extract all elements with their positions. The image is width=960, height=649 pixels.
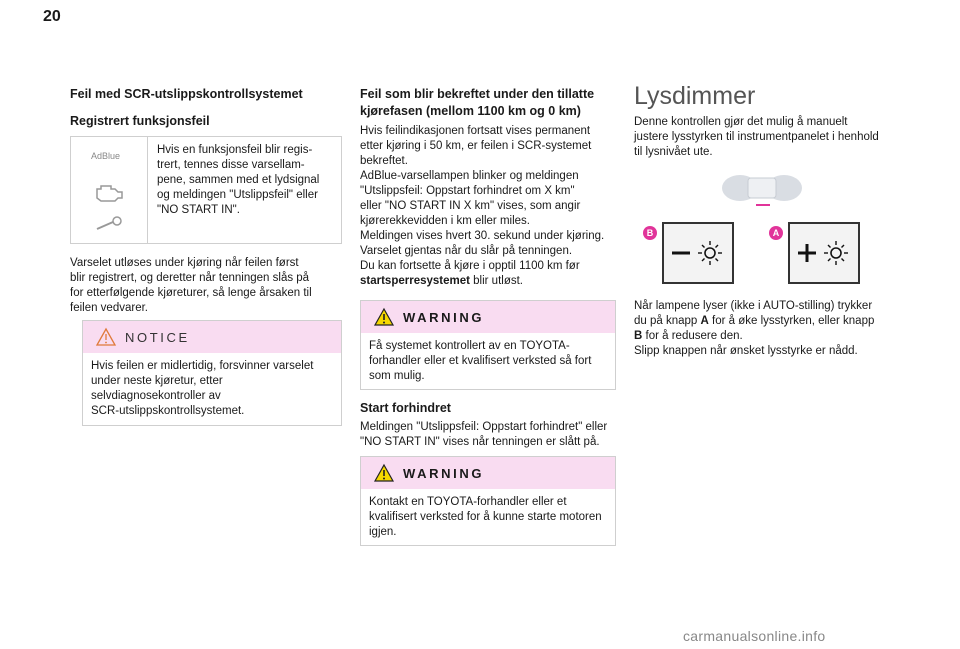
text-line: Varselet utløses under kjøring når feilen først	[70, 257, 299, 269]
text-line: trert, tennes disse varsellam-	[157, 159, 305, 171]
paragraph	[360, 420, 622, 450]
text-line: til lysnivået ute.	[634, 146, 713, 158]
text-line: SCR-utslippskontrollsystemet.	[91, 405, 245, 417]
paragraph	[634, 299, 904, 359]
warning-icon	[373, 463, 395, 483]
notice-header	[83, 321, 341, 353]
page-title: Lysdimmer	[634, 82, 756, 110]
text-line: etter kjøring i 50 km, er feilen i SCR-systemet	[360, 140, 592, 152]
text-line: som mulig.	[369, 370, 425, 382]
warning-icon	[373, 307, 395, 327]
dim-down-icon	[664, 224, 732, 282]
indicator-table	[70, 136, 342, 244]
text-line: Du kan fortsette å kjøre i opptil 1100 km før	[360, 260, 580, 272]
text-line: "NO START IN".	[157, 204, 240, 216]
text-line: kjørefasen (mellom 1100 km og 0 km)	[360, 104, 581, 118]
text-line: under neste kjøretur, etter	[91, 375, 223, 387]
text-line: for etterfølgende kjøreturer, så lenge årsaken til	[70, 287, 312, 299]
engine-icon	[93, 183, 125, 205]
indicator-description	[157, 143, 339, 218]
text-line: igjen.	[369, 526, 397, 538]
text-line: feilen vedvarer.	[70, 302, 148, 314]
paragraph	[360, 124, 622, 289]
warning-body	[361, 333, 615, 384]
text-line: Kontakt en TOYOTA-forhandler eller et	[369, 496, 567, 508]
text-line: Når lampene lyser (ikke i AUTO-stilling) trykker	[634, 300, 873, 312]
warning-header	[361, 301, 615, 333]
text-line: pene, sammen med et lydsignal	[157, 174, 320, 186]
section-heading	[360, 86, 620, 120]
section-heading: Feil med SCR-utslippskontrollsystemet	[70, 87, 303, 101]
text-fragment: for å øke lysstyrken, eller knapp	[708, 315, 875, 327]
text-line: eller "NO START IN X km" vises, som angir	[360, 200, 581, 212]
dim-up-button[interactable]	[788, 222, 860, 284]
text-fragment: for å redusere den.	[642, 330, 743, 342]
warning-header	[361, 457, 615, 489]
text-line: Få systemet kontrollert av en TOYOTA-	[369, 340, 570, 352]
bold-term: B	[634, 330, 643, 342]
text-line: bekreftet.	[360, 155, 408, 167]
subsection-heading: Registrert funksjonsfeil	[70, 114, 210, 128]
adblue-icon: AdBlue	[91, 151, 121, 161]
dim-down-button[interactable]	[662, 222, 734, 284]
notice-box	[82, 320, 342, 426]
text-line	[634, 314, 904, 329]
bold-term: A	[700, 315, 709, 327]
subsection-heading: Start forhindret	[360, 401, 451, 415]
button-b-marker: B	[643, 226, 657, 240]
indicator-icons-cell	[71, 137, 148, 243]
instrument-panel-illustration	[720, 172, 804, 210]
text-fragment: du på knapp	[634, 315, 701, 327]
text-line: Hvis feilindikasjonen fortsatt vises permanent	[360, 125, 591, 137]
text-line: forhandler eller et kvalifisert verksted så fort	[369, 355, 592, 367]
text-line: blir registrert, og deretter når tenningen slås på	[70, 272, 310, 284]
text-line: Slipp knappen når ønsket lysstyrke er nådd.	[634, 345, 858, 357]
text-fragment: blir utløst.	[469, 275, 523, 287]
paragraph	[70, 256, 342, 316]
text-line: Feil som blir bekreftet under den tillatte	[360, 87, 595, 101]
notice-body	[83, 353, 341, 419]
text-line: kvalifisert verksted for å kunne starte motoren	[369, 511, 602, 523]
page-number: 20	[43, 8, 61, 25]
warning-title: WARNING	[403, 465, 485, 481]
warning-box	[360, 300, 616, 390]
text-line: AdBlue-varsellampen blinker og meldingen	[360, 170, 579, 182]
warning-title: WARNING	[403, 309, 485, 325]
text-line: Meldingen "Utslippsfeil: Oppstart forhindret" eller	[360, 421, 608, 433]
text-line	[360, 274, 622, 289]
notice-title: NOTICE	[125, 329, 190, 345]
text-line: Denne kontrollen gjør det mulig å manuelt	[634, 116, 848, 128]
text-line: Varselet gjentas når du slår på tenningen.	[360, 245, 573, 257]
text-line: Meldingen vises hvert 30. sekund under kjøring.	[360, 230, 605, 242]
text-line: "Utslippsfeil: Oppstart forhindret om X km"	[360, 185, 575, 197]
dim-up-icon	[790, 224, 858, 282]
text-line: Hvis en funksjonsfeil blir regis-	[157, 144, 313, 156]
notice-icon	[95, 327, 117, 347]
text-line	[634, 329, 904, 344]
paragraph	[634, 115, 904, 160]
warning-body	[361, 489, 615, 540]
text-line: kjørerekkevidden i km eller miles.	[360, 215, 530, 227]
warning-box	[360, 456, 616, 546]
text-line: Hvis feilen er midlertidig, forsvinner varselet	[91, 360, 314, 372]
text-line: justere lysstyrken til instrumentpanelet i henhold	[634, 131, 879, 143]
wrench-icon	[93, 215, 125, 233]
button-a-marker: A	[769, 226, 783, 240]
text-line: "NO START IN" vises når tenningen er slått på.	[360, 436, 600, 448]
bold-term: startsperresystemet	[360, 275, 470, 287]
text-line: selvdiagnosekontroller av	[91, 390, 221, 402]
footer-watermark: carmanualsonline.info	[683, 628, 826, 644]
text-line: og meldingen "Utslippsfeil" eller	[157, 189, 318, 201]
